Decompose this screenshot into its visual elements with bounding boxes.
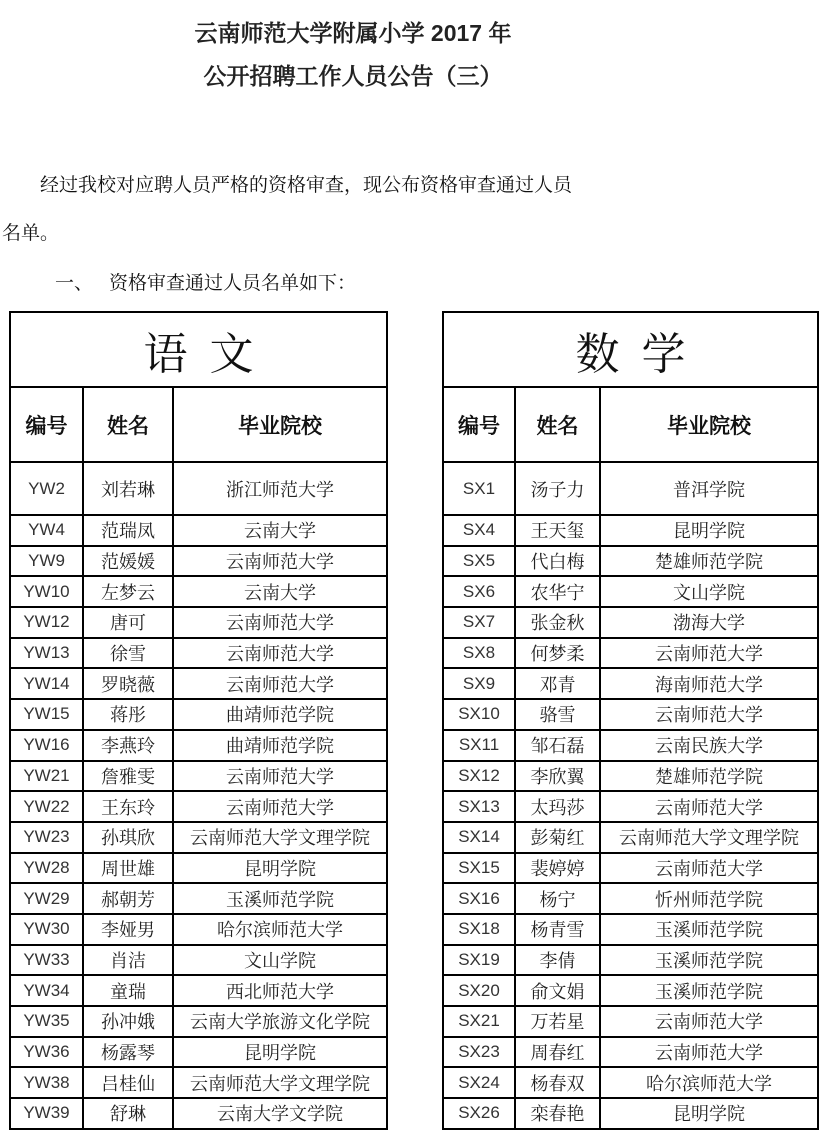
- cell-school: 曲靖师范学院: [173, 730, 387, 761]
- cell-name: 孙冲娥: [83, 1006, 173, 1037]
- cell-name: 李燕玲: [83, 730, 173, 761]
- cell-school: 云南师范大学: [600, 699, 818, 730]
- subject-title: 语文: [10, 312, 387, 387]
- cell-name: 农华宁: [515, 576, 600, 607]
- cell-id: YW2: [10, 462, 83, 515]
- cell-name: 太玛莎: [515, 791, 600, 822]
- cell-name: 徐雪: [83, 638, 173, 669]
- cell-name: 邓青: [515, 668, 600, 699]
- table-row: [443, 945, 818, 976]
- cell-name: 栾春艳: [515, 1098, 600, 1129]
- cell-school: 云南大学文学院: [173, 1098, 387, 1129]
- cell-school: 玉溪师范学院: [173, 883, 387, 914]
- table-row: [10, 1067, 387, 1098]
- table-row: [10, 546, 387, 577]
- section-heading: [0, 272, 706, 296]
- cell-school: 忻州师范学院: [600, 883, 818, 914]
- cell-school: 文山学院: [173, 945, 387, 976]
- cell-school: 玉溪师范学院: [600, 914, 818, 945]
- table-row: [10, 699, 387, 730]
- cell-school: 哈尔滨师范大学: [600, 1067, 818, 1098]
- table-row: [443, 1098, 818, 1129]
- cell-id: YW30: [10, 914, 83, 945]
- table-row: [443, 668, 818, 699]
- cell-name: 周春红: [515, 1037, 600, 1068]
- page-title-line-1: 云南师范大学附属小学 2017 年: [194, 20, 512, 46]
- cell-school: 云南师范大学文理学院: [173, 822, 387, 853]
- cell-id: SX5: [443, 546, 515, 577]
- table-row: [443, 914, 818, 945]
- table-subject-row: [10, 312, 387, 387]
- table-header-row: [10, 387, 387, 462]
- table-row: [443, 607, 818, 638]
- table-row: [443, 546, 818, 577]
- cell-id: SX19: [443, 945, 515, 976]
- table-chinese-subject: [9, 311, 388, 1130]
- cell-name: 周世雄: [83, 853, 173, 884]
- cell-id: YW33: [10, 945, 83, 976]
- cell-school: 云南师范大学: [173, 668, 387, 699]
- cell-name: 何梦柔: [515, 638, 600, 669]
- cell-id: SX8: [443, 638, 515, 669]
- cell-school: 云南大学旅游文化学院: [173, 1006, 387, 1037]
- cell-id: SX26: [443, 1098, 515, 1129]
- cell-id: SX23: [443, 1037, 515, 1068]
- table-row: [443, 1067, 818, 1098]
- cell-id: YW16: [10, 730, 83, 761]
- cell-id: YW4: [10, 515, 83, 546]
- table-row: [443, 791, 818, 822]
- cell-name: 杨露琴: [83, 1037, 173, 1068]
- cell-name: 舒琳: [83, 1098, 173, 1129]
- table-row: [10, 883, 387, 914]
- cell-school: 玉溪师范学院: [600, 945, 818, 976]
- cell-id: SX9: [443, 668, 515, 699]
- table-row: [443, 730, 818, 761]
- table-row: [443, 761, 818, 792]
- cell-name: 唐可: [83, 607, 173, 638]
- table-row: [10, 638, 387, 669]
- title-block: [0, 0, 706, 98]
- table-body: [443, 462, 818, 1129]
- cell-school: 浙江师范大学: [173, 462, 387, 515]
- section-heading-text: 资格审查通过人员名单如下：: [109, 273, 357, 294]
- cell-id: YW35: [10, 1006, 83, 1037]
- table-row: [10, 761, 387, 792]
- cell-id: YW14: [10, 668, 83, 699]
- cell-school: 云南师范大学: [173, 761, 387, 792]
- cell-name: 彭菊红: [515, 822, 600, 853]
- cell-name: 万若星: [515, 1006, 600, 1037]
- table-row: [10, 1037, 387, 1068]
- cell-school: 云南大学: [173, 576, 387, 607]
- table-body: [10, 462, 387, 1129]
- cell-school: 海南师范大学: [600, 668, 818, 699]
- cell-name: 王天玺: [515, 515, 600, 546]
- table-row: [443, 1006, 818, 1037]
- cell-id: YW15: [10, 699, 83, 730]
- cell-id: SX11: [443, 730, 515, 761]
- cell-name: 俞文娟: [515, 975, 600, 1006]
- table-row: [443, 883, 818, 914]
- column-header-name: 姓名: [515, 387, 600, 462]
- cell-id: SX18: [443, 914, 515, 945]
- cell-school: 云南师范大学: [173, 791, 387, 822]
- table-row: [10, 668, 387, 699]
- cell-school: 云南师范大学: [173, 638, 387, 669]
- table-row: [10, 945, 387, 976]
- cell-name: 王东玲: [83, 791, 173, 822]
- column-header-name: 姓名: [83, 387, 173, 462]
- cell-id: YW10: [10, 576, 83, 607]
- cell-id: YW12: [10, 607, 83, 638]
- section-number: 一、: [55, 273, 94, 294]
- table-row: [443, 576, 818, 607]
- table-row: [10, 791, 387, 822]
- cell-school: 楚雄师范学院: [600, 546, 818, 577]
- cell-id: SX12: [443, 761, 515, 792]
- cell-school: 西北师范大学: [173, 975, 387, 1006]
- intro-paragraph-line-2: 名单。: [2, 223, 60, 244]
- cell-name: 代白梅: [515, 546, 600, 577]
- cell-school: 玉溪师范学院: [600, 975, 818, 1006]
- cell-school: 云南师范大学文理学院: [600, 822, 818, 853]
- table-row: [10, 515, 387, 546]
- cell-id: YW36: [10, 1037, 83, 1068]
- cell-name: 杨青雪: [515, 914, 600, 945]
- cell-name: 李欣翼: [515, 761, 600, 792]
- table-row: [10, 576, 387, 607]
- cell-id: SX14: [443, 822, 515, 853]
- cell-name: 蒋彤: [83, 699, 173, 730]
- cell-school: 昆明学院: [600, 1098, 818, 1129]
- cell-id: YW13: [10, 638, 83, 669]
- document-text-block: [0, 0, 706, 296]
- cell-name: 左梦云: [83, 576, 173, 607]
- cell-school: 文山学院: [600, 576, 818, 607]
- column-header-school: 毕业院校: [600, 387, 818, 462]
- table-math-subject: [442, 311, 819, 1130]
- cell-name: 骆雪: [515, 699, 600, 730]
- cell-school: 云南大学: [173, 515, 387, 546]
- table-row: [10, 1006, 387, 1037]
- cell-school: 昆明学院: [173, 853, 387, 884]
- table-row: [10, 853, 387, 884]
- cell-id: YW23: [10, 822, 83, 853]
- cell-name: 童瑞: [83, 975, 173, 1006]
- table-row: [443, 462, 818, 515]
- table-row: [10, 975, 387, 1006]
- cell-id: SX7: [443, 607, 515, 638]
- cell-id: SX6: [443, 576, 515, 607]
- cell-name: 汤子力: [515, 462, 600, 515]
- cell-id: SX4: [443, 515, 515, 546]
- column-header-school: 毕业院校: [173, 387, 387, 462]
- intro-paragraph-line-1: 经过我校对应聘人员严格的资格审查，现公布资格审查通过人员: [40, 175, 573, 196]
- chinese-candidates-table: [9, 311, 388, 1130]
- table-row: [443, 638, 818, 669]
- subject-title: 数学: [443, 312, 818, 387]
- cell-name: 李倩: [515, 945, 600, 976]
- cell-school: 普洱学院: [600, 462, 818, 515]
- table-row: [10, 607, 387, 638]
- cell-school: 云南师范大学文理学院: [173, 1067, 387, 1098]
- column-header-id: 编号: [10, 387, 83, 462]
- table-header-row: [443, 387, 818, 462]
- cell-name: 郝朝芳: [83, 883, 173, 914]
- cell-school: 云南师范大学: [600, 1006, 818, 1037]
- cell-id: YW29: [10, 883, 83, 914]
- cell-id: SX10: [443, 699, 515, 730]
- cell-school: 云南师范大学: [600, 853, 818, 884]
- cell-school: 云南民族大学: [600, 730, 818, 761]
- cell-school: 云南师范大学: [600, 791, 818, 822]
- table-subject-row: [443, 312, 818, 387]
- cell-name: 杨宁: [515, 883, 600, 914]
- cell-school: 云南师范大学: [173, 607, 387, 638]
- cell-name: 范瑞凤: [83, 515, 173, 546]
- cell-name: 刘若琳: [83, 462, 173, 515]
- cell-id: SX16: [443, 883, 515, 914]
- page-title-line-2: 公开招聘工作人员公告（三）: [203, 63, 503, 89]
- table-row: [10, 462, 387, 515]
- cell-school: 楚雄师范学院: [600, 761, 818, 792]
- column-header-id: 编号: [443, 387, 515, 462]
- table-row: [10, 914, 387, 945]
- cell-school: 云南师范大学: [173, 546, 387, 577]
- table-row: [443, 822, 818, 853]
- cell-name: 詹雅雯: [83, 761, 173, 792]
- cell-name: 邹石磊: [515, 730, 600, 761]
- cell-id: YW21: [10, 761, 83, 792]
- cell-id: SX20: [443, 975, 515, 1006]
- cell-name: 张金秋: [515, 607, 600, 638]
- cell-name: 范媛媛: [83, 546, 173, 577]
- table-row: [443, 975, 818, 1006]
- cell-id: YW28: [10, 853, 83, 884]
- cell-school: 哈尔滨师范大学: [173, 914, 387, 945]
- cell-school: 昆明学院: [173, 1037, 387, 1068]
- cell-name: 肖洁: [83, 945, 173, 976]
- cell-name: 吕桂仙: [83, 1067, 173, 1098]
- cell-id: YW39: [10, 1098, 83, 1129]
- cell-id: SX1: [443, 462, 515, 515]
- cell-school: 昆明学院: [600, 515, 818, 546]
- cell-id: SX15: [443, 853, 515, 884]
- table-row: [443, 853, 818, 884]
- cell-name: 罗晓薇: [83, 668, 173, 699]
- cell-id: YW34: [10, 975, 83, 1006]
- cell-name: 李娅男: [83, 914, 173, 945]
- table-row: [443, 515, 818, 546]
- cell-id: SX21: [443, 1006, 515, 1037]
- cell-name: 孙琪欣: [83, 822, 173, 853]
- cell-id: YW9: [10, 546, 83, 577]
- cell-id: SX13: [443, 791, 515, 822]
- table-row: [443, 1037, 818, 1068]
- cell-school: 云南师范大学: [600, 638, 818, 669]
- cell-id: YW22: [10, 791, 83, 822]
- cell-id: YW38: [10, 1067, 83, 1098]
- table-row: [443, 699, 818, 730]
- cell-name: 裴婷婷: [515, 853, 600, 884]
- cell-school: 渤海大学: [600, 607, 818, 638]
- cell-school: 云南师范大学: [600, 1037, 818, 1068]
- cell-school: 曲靖师范学院: [173, 699, 387, 730]
- table-row: [10, 730, 387, 761]
- math-candidates-table: [442, 311, 819, 1130]
- table-row: [10, 1098, 387, 1129]
- cell-id: SX24: [443, 1067, 515, 1098]
- table-row: [10, 822, 387, 853]
- cell-name: 杨春双: [515, 1067, 600, 1098]
